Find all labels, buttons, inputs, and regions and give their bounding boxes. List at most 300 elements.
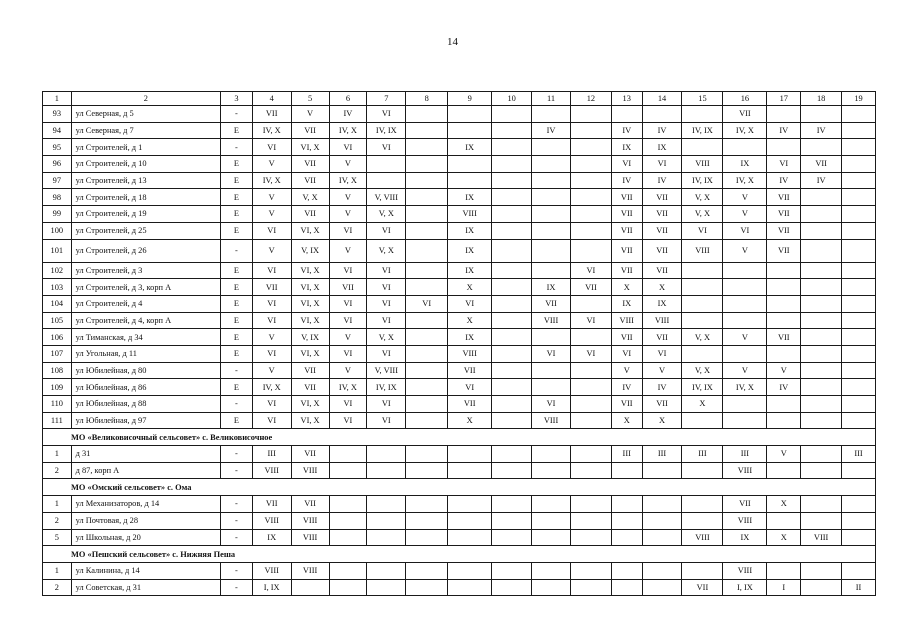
table-cell: VII (611, 396, 642, 413)
table-cell: VIII (252, 562, 291, 579)
table-cell: V (252, 206, 291, 223)
table-cell: VI (642, 345, 682, 362)
table-cell (406, 239, 448, 262)
table-cell: VI (329, 312, 367, 329)
table-cell (532, 189, 571, 206)
table-cell (532, 379, 571, 396)
table-cell: IV, IX (682, 122, 723, 139)
table-row (43, 239, 876, 262)
table-cell (492, 562, 532, 579)
table-cell (570, 462, 611, 479)
table-cell (448, 512, 492, 529)
table-cell (532, 496, 571, 513)
table-cell: IV (767, 172, 801, 189)
table-row (43, 379, 876, 396)
address-cell: ул Юбилейная, д 80 (71, 362, 220, 379)
table-cell: V (329, 206, 367, 223)
table-cell: V (723, 189, 767, 206)
table-cell: VI (448, 295, 492, 312)
table-cell (367, 562, 406, 579)
table-cell (611, 496, 642, 513)
table-cell: III (642, 446, 682, 463)
table-cell: VI (329, 396, 367, 413)
table-cell (406, 122, 448, 139)
table-cell (406, 579, 448, 596)
table-cell: VII (642, 189, 682, 206)
table-cell: III (842, 446, 876, 463)
table-cell: VII (642, 396, 682, 413)
table-cell (767, 295, 801, 312)
table-cell (801, 329, 842, 346)
table-cell: VII (252, 496, 291, 513)
table-cell: VIII (801, 529, 842, 546)
table-cell (367, 172, 406, 189)
table-cell (682, 106, 723, 123)
table-cell (448, 562, 492, 579)
table-cell: VIII (291, 512, 329, 529)
table-cell: VII (532, 295, 571, 312)
table-cell (532, 462, 571, 479)
table-cell (801, 379, 842, 396)
table-cell: VIII (291, 529, 329, 546)
row-number: 97 (43, 172, 72, 189)
table-cell: VI (642, 156, 682, 173)
table-cell: X (448, 279, 492, 296)
table-cell: VII (448, 396, 492, 413)
table-cell: VI (329, 412, 367, 429)
table-cell (492, 446, 532, 463)
table-cell: VI (329, 295, 367, 312)
table-cell: IX (723, 156, 767, 173)
table-cell: X (767, 496, 801, 513)
table-cell: Е (221, 122, 253, 139)
column-header: 9 (448, 92, 492, 106)
table-cell (406, 396, 448, 413)
table-cell: VII (723, 106, 767, 123)
table-cell (570, 362, 611, 379)
table-cell: V (642, 362, 682, 379)
table-cell (570, 412, 611, 429)
table-cell: V (329, 362, 367, 379)
table-row (43, 279, 876, 296)
table-cell: VIII (291, 562, 329, 579)
table-cell (532, 329, 571, 346)
table-cell: VI (611, 156, 642, 173)
table-cell: VII (611, 206, 642, 223)
table-cell (448, 106, 492, 123)
column-header: 15 (682, 92, 723, 106)
table-cell (801, 106, 842, 123)
table-cell: VII (291, 446, 329, 463)
table-cell (492, 222, 532, 239)
table-cell: VII (611, 189, 642, 206)
table-cell (570, 496, 611, 513)
table-cell: V (723, 362, 767, 379)
table-cell: IX (448, 329, 492, 346)
table-cell (532, 139, 571, 156)
table-cell: Е (221, 379, 253, 396)
table-cell (767, 512, 801, 529)
column-header: 2 (71, 92, 220, 106)
table-cell (842, 156, 876, 173)
table-cell (611, 579, 642, 596)
table-cell (842, 279, 876, 296)
table-cell (570, 446, 611, 463)
table-cell (448, 172, 492, 189)
table-cell (801, 262, 842, 279)
table-cell: IV, X (252, 172, 291, 189)
table-cell: VI (252, 262, 291, 279)
table-cell: VI (570, 345, 611, 362)
section-row (43, 479, 876, 496)
table-cell (291, 579, 329, 596)
table-row (43, 206, 876, 223)
table-cell (448, 446, 492, 463)
table-cell: X (448, 312, 492, 329)
row-number: 106 (43, 329, 72, 346)
table-cell (492, 396, 532, 413)
table-cell: VIII (291, 462, 329, 479)
row-number: 103 (43, 279, 72, 296)
table-cell: VI (367, 222, 406, 239)
table-cell: IV, IX (367, 122, 406, 139)
address-cell: д 31 (71, 446, 220, 463)
table-cell: III (611, 446, 642, 463)
table-cell (682, 139, 723, 156)
table-cell (842, 529, 876, 546)
table-cell (842, 562, 876, 579)
table-cell: IV, IX (367, 379, 406, 396)
table-cell: VI (329, 139, 367, 156)
table-cell: IV (532, 122, 571, 139)
table-cell: V (252, 362, 291, 379)
table-cell (801, 295, 842, 312)
table-row (43, 579, 876, 596)
table-cell: VI, X (291, 295, 329, 312)
table-cell: IV, X (329, 379, 367, 396)
table-cell: VI (252, 222, 291, 239)
table-cell: VII (448, 362, 492, 379)
table-cell: - (221, 562, 253, 579)
table-cell (801, 279, 842, 296)
table-cell (406, 362, 448, 379)
table-cell (367, 496, 406, 513)
table-cell: VII (252, 106, 291, 123)
table-cell: V (329, 189, 367, 206)
table-cell: - (221, 512, 253, 529)
table-cell: IV (767, 122, 801, 139)
table-cell: III (682, 446, 723, 463)
row-number: 101 (43, 239, 72, 262)
row-number: 1 (43, 496, 72, 513)
table-cell (801, 222, 842, 239)
table-cell: VI (252, 345, 291, 362)
table-cell: IX (642, 139, 682, 156)
table-cell: VIII (252, 512, 291, 529)
table-cell: VI (367, 139, 406, 156)
table-cell: VI, X (291, 412, 329, 429)
table-cell: VI (682, 222, 723, 239)
table-cell: V, X (682, 189, 723, 206)
table-cell (842, 172, 876, 189)
table-cell (492, 362, 532, 379)
table-cell (532, 172, 571, 189)
table-cell: V, X (682, 362, 723, 379)
table-cell: V (767, 362, 801, 379)
table-cell (801, 139, 842, 156)
table-cell: Е (221, 345, 253, 362)
table-cell (570, 172, 611, 189)
table-cell (642, 579, 682, 596)
table-cell (492, 239, 532, 262)
table-cell: - (221, 139, 253, 156)
table-cell: VI (570, 312, 611, 329)
table-row (43, 189, 876, 206)
table-cell: IV (767, 379, 801, 396)
column-header: 6 (329, 92, 367, 106)
table-cell: V (329, 329, 367, 346)
table-cell: VII (682, 579, 723, 596)
table-cell: - (221, 396, 253, 413)
table-cell (406, 412, 448, 429)
address-cell: ул Калинина, д 14 (71, 562, 220, 579)
table-cell (611, 512, 642, 529)
table-cell (682, 496, 723, 513)
address-cell: д 87, корп А (71, 462, 220, 479)
table-cell (642, 512, 682, 529)
table-cell: V, VIII (367, 362, 406, 379)
row-number: 2 (43, 512, 72, 529)
table-row (43, 122, 876, 139)
table-cell (842, 189, 876, 206)
table-cell (448, 496, 492, 513)
table-row (43, 496, 876, 513)
table-cell (767, 462, 801, 479)
table-cell (570, 295, 611, 312)
table-cell: VI (252, 139, 291, 156)
page-number: 14 (447, 36, 458, 48)
table-row (43, 172, 876, 189)
table-cell (842, 496, 876, 513)
table-cell: VIII (682, 529, 723, 546)
table-cell (406, 512, 448, 529)
table-cell: IX (611, 295, 642, 312)
table-cell (682, 512, 723, 529)
table-cell: IX (723, 529, 767, 546)
table-cell: VIII (723, 462, 767, 479)
table-cell: IX (448, 262, 492, 279)
row-number: 109 (43, 379, 72, 396)
table-cell (492, 206, 532, 223)
address-cell: ул Северная, д 7 (71, 122, 220, 139)
table-cell: IX (252, 529, 291, 546)
address-cell: ул Строителей, д 4 (71, 295, 220, 312)
row-number: 102 (43, 262, 72, 279)
table-cell: Е (221, 262, 253, 279)
table-cell: X (611, 412, 642, 429)
table-cell (492, 156, 532, 173)
table-cell (682, 279, 723, 296)
table-cell: IX (448, 189, 492, 206)
section-row (43, 546, 876, 563)
table-cell (723, 279, 767, 296)
table-cell: IV (611, 379, 642, 396)
row-number: 105 (43, 312, 72, 329)
address-cell: ул Советская, д 31 (71, 579, 220, 596)
row-number: 99 (43, 206, 72, 223)
table-cell: - (221, 462, 253, 479)
section-title: МО «Великовисочный сельсовет» с. Великовисочное (43, 429, 876, 446)
table-cell: IV (642, 172, 682, 189)
table-cell (367, 462, 406, 479)
table-cell (532, 362, 571, 379)
table-row (43, 312, 876, 329)
table-cell: V, X (682, 206, 723, 223)
table-cell (801, 312, 842, 329)
table-cell (532, 512, 571, 529)
table-cell: VI (367, 295, 406, 312)
table-cell (611, 462, 642, 479)
address-cell: ул Строителей, д 3, корп А (71, 279, 220, 296)
table-cell: Е (221, 156, 253, 173)
table-cell (801, 239, 842, 262)
table-cell (492, 312, 532, 329)
table-cell (801, 189, 842, 206)
row-number: 108 (43, 362, 72, 379)
table-cell (406, 529, 448, 546)
row-number: 1 (43, 446, 72, 463)
table-cell (406, 329, 448, 346)
table-cell (492, 122, 532, 139)
table-cell (767, 262, 801, 279)
table-cell: VIII (682, 239, 723, 262)
table-cell (570, 139, 611, 156)
table-cell (842, 222, 876, 239)
table-cell: VI (367, 396, 406, 413)
table-cell (406, 279, 448, 296)
table-cell: VI (367, 312, 406, 329)
table-cell: VII (642, 262, 682, 279)
table-cell: IV (642, 122, 682, 139)
table-cell: IX (448, 139, 492, 156)
table-cell (329, 496, 367, 513)
table-cell: IV (329, 106, 367, 123)
table-cell (642, 496, 682, 513)
table-cell: V, X (367, 329, 406, 346)
table-cell: I, IX (723, 579, 767, 596)
table-cell (570, 206, 611, 223)
table-cell: IV, X (252, 379, 291, 396)
table-cell: V (291, 106, 329, 123)
table-cell (842, 106, 876, 123)
address-cell: ул Строителей, д 19 (71, 206, 220, 223)
table-cell (842, 139, 876, 156)
table-cell: IV, IX (682, 379, 723, 396)
table-cell (842, 512, 876, 529)
table-cell (842, 412, 876, 429)
column-header: 11 (532, 92, 571, 106)
table-cell (448, 529, 492, 546)
table-cell: VI (252, 396, 291, 413)
table-cell: V (252, 239, 291, 262)
table-cell: VIII (611, 312, 642, 329)
table-cell: VI, X (291, 312, 329, 329)
table-row (43, 512, 876, 529)
table-cell (367, 579, 406, 596)
table-cell: Е (221, 172, 253, 189)
table-cell: VII (611, 329, 642, 346)
table-cell: V, IX (291, 329, 329, 346)
row-number: 95 (43, 139, 72, 156)
table-cell (682, 312, 723, 329)
table-cell (611, 106, 642, 123)
table-cell (570, 189, 611, 206)
table-cell: V (252, 156, 291, 173)
table-cell (642, 462, 682, 479)
address-cell: ул Юбилейная, д 86 (71, 379, 220, 396)
table-cell: Е (221, 329, 253, 346)
address-cell: ул Школьная, д 20 (71, 529, 220, 546)
table-cell (842, 312, 876, 329)
table-cell: V (329, 156, 367, 173)
column-header: 16 (723, 92, 767, 106)
table-cell (492, 106, 532, 123)
table-cell (406, 156, 448, 173)
table-cell (406, 496, 448, 513)
table-cell: Е (221, 189, 253, 206)
table-row (43, 156, 876, 173)
table-cell (723, 396, 767, 413)
table-cell (570, 156, 611, 173)
table-cell (570, 239, 611, 262)
table-cell (448, 122, 492, 139)
table-cell: VII (291, 206, 329, 223)
table-cell (406, 462, 448, 479)
table-cell (570, 122, 611, 139)
table-cell: IX (448, 222, 492, 239)
table-cell: IV, X (723, 172, 767, 189)
column-header: 19 (842, 92, 876, 106)
row-number: 98 (43, 189, 72, 206)
table-cell (682, 295, 723, 312)
table-cell (642, 562, 682, 579)
table-cell: VII (767, 206, 801, 223)
table-cell (723, 262, 767, 279)
table-cell (767, 412, 801, 429)
table-cell: - (221, 239, 253, 262)
table-cell: VI (367, 345, 406, 362)
table-cell (492, 329, 532, 346)
section-title: МО «Пешский сельсовет» с. Нижняя Пеша (43, 546, 876, 563)
table-cell: X (767, 529, 801, 546)
table-cell: VII (642, 239, 682, 262)
table-cell: VII (291, 122, 329, 139)
table-cell: VI (367, 279, 406, 296)
table-cell: VI (448, 379, 492, 396)
table-cell (532, 239, 571, 262)
table-cell (842, 206, 876, 223)
table-cell: VI, X (291, 396, 329, 413)
table-cell: VII (291, 172, 329, 189)
address-cell: ул Угольная, д 11 (71, 345, 220, 362)
table-cell: VII (570, 279, 611, 296)
table-cell (532, 156, 571, 173)
table-cell: VI, X (291, 279, 329, 296)
table-cell (532, 446, 571, 463)
table-cell: V (329, 239, 367, 262)
table-cell (842, 345, 876, 362)
table-cell: IX (642, 295, 682, 312)
